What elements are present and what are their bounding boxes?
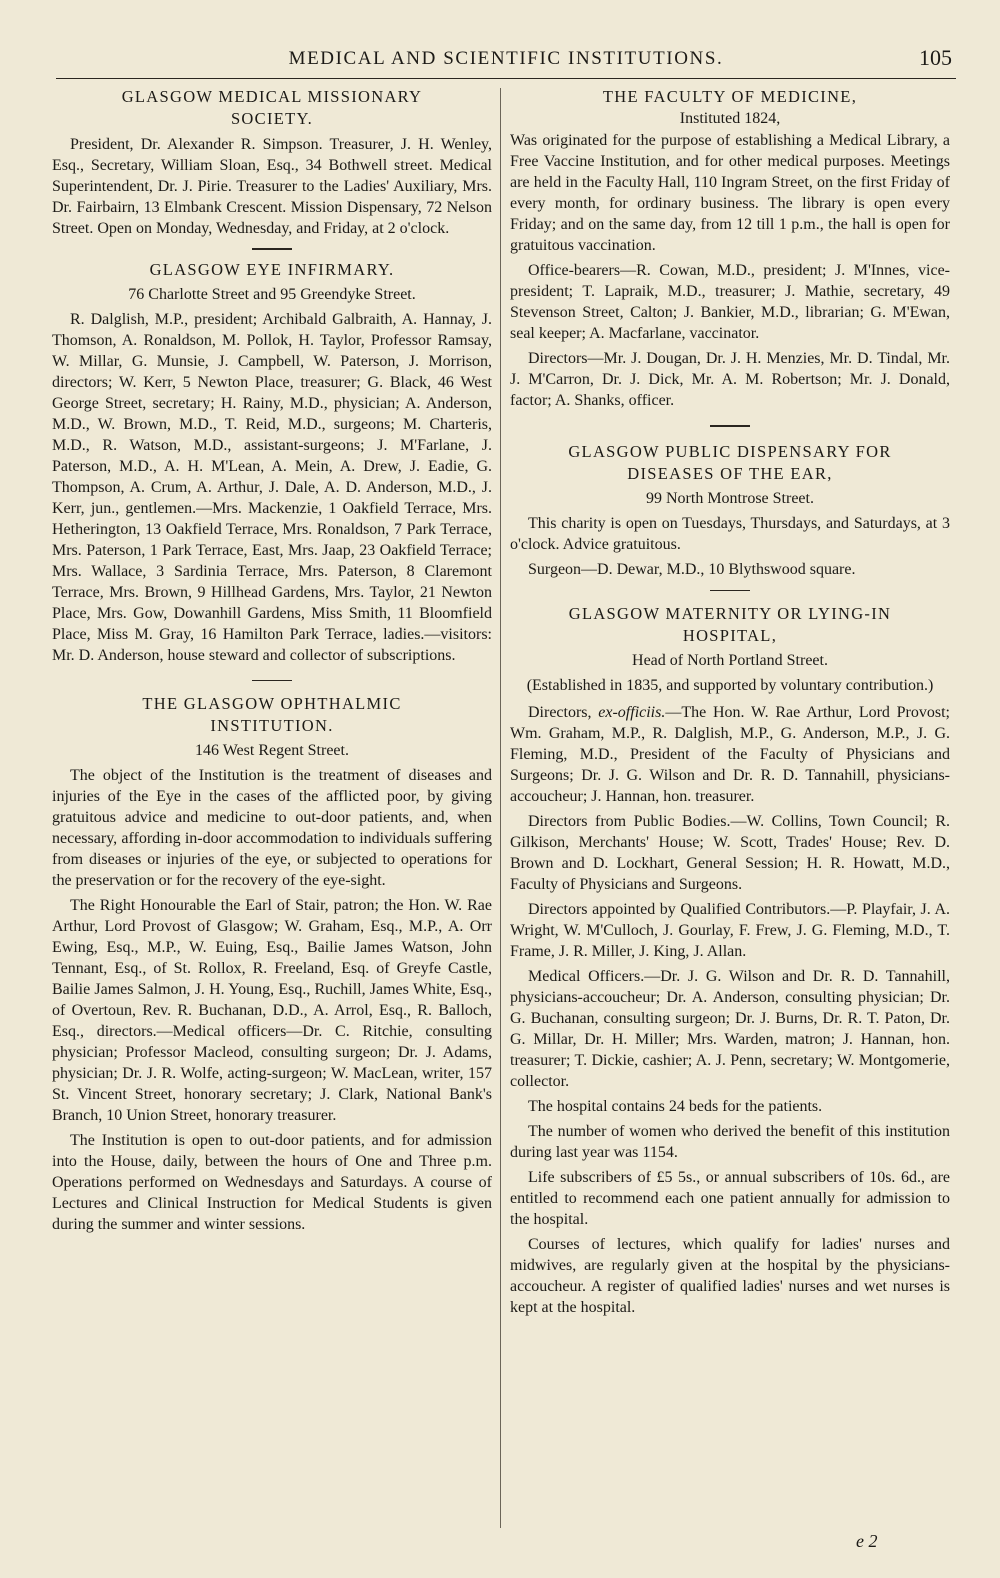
paragraph: The object of the Institution is the treatment of diseases and injuries of the Eye in the cases of the afflicted poor, by giving gratuitous advice and medicine to out-door patients, and, when necessary, affording in-door accommodation to individuals suffering from diseases or injuries of the eye, or subjected to operations for the preservation or for the recovery of the eye-sight. (52, 767, 492, 889)
founded: Instituted 1824, (679, 110, 781, 127)
paragraph: The hospital contains 24 beds for the patients. (528, 1098, 823, 1115)
paragraph: Directors appointed by Qualified Contributors.—P. Playfair, J. A. Wright, W. M'Culloch, J. Gourlay, F. Frew, J. G. Fleming, M.D., T. Frame, J. R. Miller, J. King, J. Allan. (510, 901, 950, 960)
section-ophthalmic-institution (52, 693, 492, 1235)
section-faculty-of-medicine (510, 86, 950, 411)
section-ear-dispensary (510, 441, 950, 580)
paragraph: Surgeon—D. Dewar, M.D., 10 Blythswood square. (528, 560, 856, 578)
paragraph: Life subscribers of £5 5s., or annual subscribers of 10s. 6d., are entitled to recommend each one patient annually for admission to the hospital. (510, 1169, 950, 1228)
paragraph: The Institution is open to out-door patients, and for admission into the House, daily, between the hours of One and Three p.m. Operations performed on Wednesdays and Saturdays. A course of Lectures and Clinical Instruction for Medical Students is given during the summer and winter sessions. (52, 1132, 492, 1233)
paragraph: The number of women who derived the benefit of this institution during last year was 1154. (510, 1123, 950, 1161)
section-eye-infirmary (52, 259, 492, 666)
paragraph: The Right Honourable the Earl of Stair, patron; the Hon. W. Rae Arthur, Lord Provost of Glasgow; W. Graham, Esq., M.P., A. Orr Ewing, Esq., M.P., W. Euing, Esq., Bailie James Watson, John Tennant, Esq., of St. Rollox, R. Freeland, Esq. of Greyfe Castle, Bailie James Salmon, J. H. Young, Esq., Ruchill, James White, Esq., of Overtoun, Rev. R. Buchanan, D.D., A. Arrol, Esq., R. Balloch, Esq., directors.—Medical officers—Dr. C. Ritchie, consulting physician; Professor Macleod, consulting surgeon; Dr. J. Adams, physician; Dr. J. R. Wolfe, acting-surgeon; W. MacLean, writer, 157 St. Vincent Street, honorary secretary; J. Clark, National Bank's Branch, 10 Union Street, honorary treasurer. (52, 897, 492, 1124)
section-title: GLASGOW PUBLIC DISPENSARY FOR DISEASES OF THE EAR, (568, 441, 892, 483)
right-column (510, 86, 950, 1322)
section-title: GLASGOW MATERNITY OR LYING-IN HOSPITAL, (568, 604, 892, 645)
paragraph: Office-bearers—R. Cowan, M.D., president; J. M'Innes, vice-president; T. Lapraik, M.D., treasurer; J. Mathie, secretary, 49 Stevenson Street, Calton; J. Bankier, M.D., librarian; G. M'Ewan, seal keeper; A. Macfarlane, vaccinator. (510, 262, 950, 342)
paragraph: This charity is open on Tuesdays, Thursdays, and Saturdays, at 3 o'clock. Advice gratuitous. (510, 514, 950, 553)
paragraph: Was originated for the purpose of establishing a Medical Library, a Free Vaccine Institution, and for other medical purposes. Meetings are held in the Faculty Hall, 110 Ingram Street, on the first Friday of every month, for ordinary business. The library is open every Friday; and on the same day, from 12 till 1 p.m., the hall is open for gratuitous vaccination. (510, 132, 950, 254)
paragraph: Directors from Public Bodies.—W. Collins, Town Council; R. Gilkison, Merchants' House; W. Scott, Trades' House; Rev. D. Brown and D. Lockhart, General Session; H. R. Howatt, M.D., Faculty of Physicians and Surgeons. (510, 813, 950, 893)
section-maternity-hospital (510, 603, 950, 1318)
section-rule (252, 248, 292, 250)
address: 76 Charlotte Street and 95 Greendyke Street. (128, 285, 416, 303)
paragraph: Courses of lectures, which qualify for ladies' nurses and midwives, are regularly given at the hospital by the physicians-accoucheur. A register of qualified ladies' nurses and wet nurses is kept at the hospital. (510, 1236, 950, 1316)
section-title: THE GLASGOW OPHTHALMIC INSTITUTION. (142, 694, 402, 735)
section-title: GLASGOW MEDICAL MISSIONARY SOCIETY. (121, 87, 423, 128)
section-medical-missionary-society (52, 86, 492, 239)
page-number: 105 (919, 45, 952, 70)
page-header (56, 44, 956, 79)
paragraph: Medical Officers.—Dr. J. G. Wilson and Dr. R. D. Tannahill, physicians-accoucheur; Dr. A. Anderson, consulting physician; Dr. G. Buchanan, consulting surgeon; Dr. J. Burns, Dr. R. T. Paton, Dr. G. Millar, Dr. H. Miller; Mrs. Warden, matron; J. Hannan, hon. treasurer; T. Dickie, cashier; A. J. Penn, secretary; W. Montgomerie, collector. (510, 968, 950, 1090)
left-column (52, 86, 492, 1239)
address: 146 West Regent Street. (195, 742, 349, 759)
section-rule (252, 680, 292, 682)
paragraph: President, Dr. Alexander R. Simpson. Treasurer, J. H. Wenley, Esq., Secretary, William Sloan, Esq., 34 Bothwell street. Medical Superintendent, Dr. J. Pirie. Treasurer to the Ladies' Auxiliary, Mrs. Dr. Fairbairn, 13 Elmbank Crescent. Mission Dispensary, 72 Nelson Street. Open on Monday, Wednesday, and Friday, at 2 o'clock. (52, 136, 492, 237)
address: 99 North Montrose Street. (646, 489, 814, 507)
established-note: (Established in 1835, and supported by voluntary contribution.) (526, 677, 934, 694)
section-title: THE FACULTY OF MEDICINE, (602, 87, 858, 106)
paragraph: Directors, ex-officiis.—The Hon. W. Rae Arthur, Lord Provost; Wm. Graham, M.P., R. Dalglish, M.P., G. Anderson, M.P., J. G. Fleming, M.D., President of the Faculty of Physicians and Surgeons; Dr. J. G. Wilson and Dr. R. D. Tannahill, physicians-accoucheur; J. Hannan, hon. treasurer. (510, 704, 950, 805)
section-rule (710, 425, 750, 427)
column-divider (500, 88, 501, 1528)
address: Head of North Portland Street. (632, 652, 828, 669)
paragraph: Directors—Mr. J. Dougan, Dr. J. H. Menzies, Mr. D. Tindal, Mr. J. M'Carron, Dr. J. Dick, Mr. A. M. Robertson; Mr. J. Donald, factor; A. Shanks, officer. (510, 350, 950, 409)
running-head: MEDICAL AND SCIENTIFIC INSTITUTIONS. (288, 48, 724, 69)
section-title: GLASGOW EYE INFIRMARY. (149, 259, 395, 279)
signature-mark: e 2 (856, 1531, 878, 1551)
section-rule (710, 590, 750, 592)
paragraph: R. Dalglish, M.P., president; Archibald Galbraith, A. Hannay, J. Thomson, A. Ronaldson, M. Pollok, H. Taylor, Professor Ramsay, W. Millar, G. Munsie, J. Campbell, W. Paterson, J. Morrison, directors; W. Kerr, 5 Newton Place, treasurer; G. Black, 46 West George Street, secretary; H. Rainy, M.D., physician; A. Anderson, M.D., W. Brown, M.D., T. Reid, M.D., surgeons; M. Charteris, M.D., R. Watson, M.D., assistant-surgeons; J. M'Farlane, J. Paterson, M.D., A. H. M'Lean, A. Mein, A. Drew, J. Eadie, G. Thompson, A. Crum, A. Arthur, J. Dale, A. D. Anderson, M.D., J. Kerr, jun., gentlemen.—Mrs. Mackenzie, 1 Oakfield Terrace, Mrs. Hetherington, 13 Oakfield Terrace, Mrs. Ronaldson, 7 Park Terrace, Mrs. Paterson, 1 Park Terrace, East, Mrs. Jaap, 23 Oakfield Terrace; Mrs. Wallace, 3 Sardinia Terrace, Mrs. Paterson, 8 Claremont Terrace, Mrs. Brown, 9 Hillhead Gardens, Mrs. Taylor, 21 Newton Place, Mrs. Gow, Dowanhill Gardens, Miss Smith, 11 Bloomfield Place, Miss M. Gray, 16 Hamilton Park Terrace, ladies.—visitors: Mr. D. Anderson, house steward and collector of subscriptions. (52, 310, 492, 664)
